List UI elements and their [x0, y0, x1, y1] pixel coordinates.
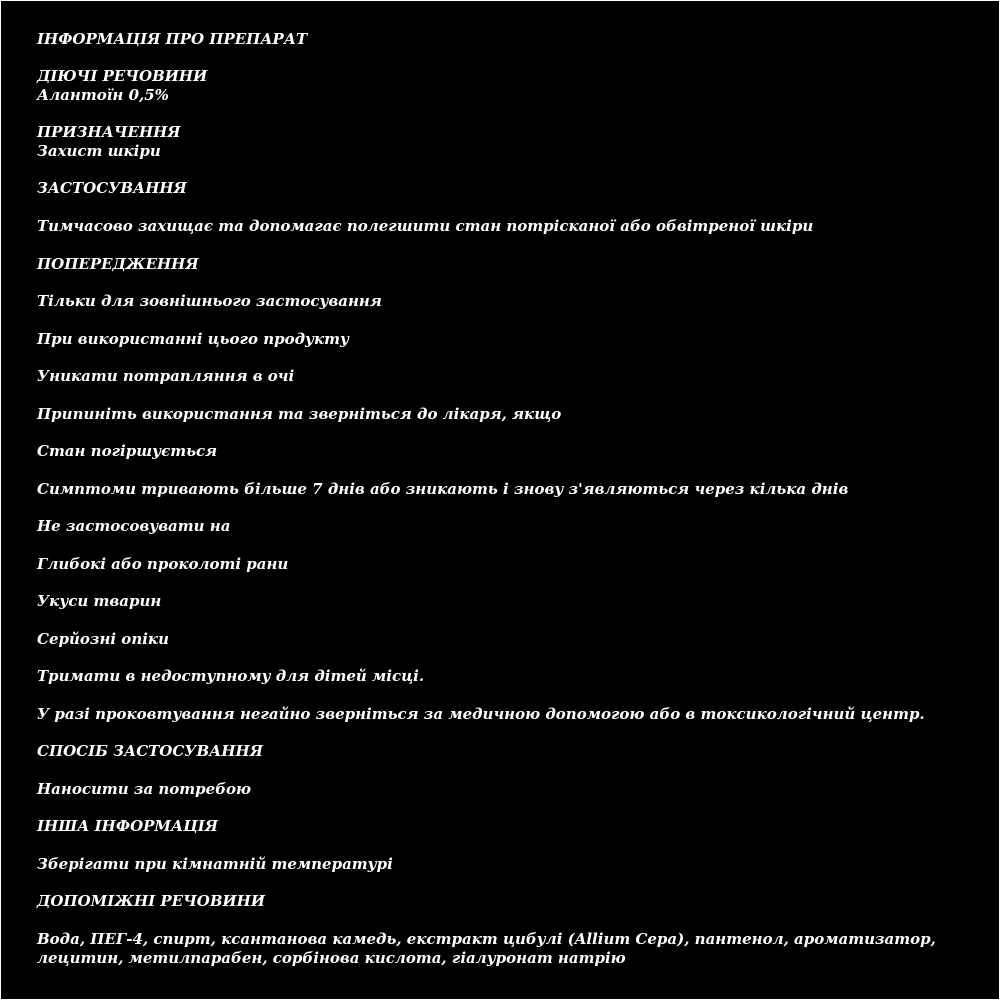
directions-text: Наносити за потребою	[37, 780, 252, 798]
warning-line: Симптоми тривають більше 7 днів або зникають і знову з'являються через кілька днів	[37, 480, 849, 498]
directions-heading: СПОСІБ ЗАСТОСУВАННЯ	[37, 742, 263, 760]
purpose-text: Захист шкіри	[37, 142, 161, 160]
warning-line: Серйозні опіки	[37, 630, 169, 648]
warning-line: Стан погіршується	[37, 442, 218, 460]
warning-line: Тримати в недоступному для дітей місці.	[37, 667, 425, 685]
uses-text: Тимчасово захищає та допомагає полегшити стан потрісканої або обвітреної шкіри	[37, 217, 814, 235]
warning-line: Укуси тварин	[37, 592, 162, 610]
warning-line: Припиніть використання та зверніться до лікаря, якщо	[37, 405, 562, 423]
warning-line: Не застосовувати на	[37, 517, 231, 535]
inactive-ingredients-text: Вода, ПЕГ-4, спирт, ксантанова камедь, екстракт цибулі (Allium Cepa), пантенол, ароматизатор, лецитин, метилпарабен, сорбінова кислота, гіалуронат натрію	[37, 930, 936, 967]
active-ingredients-text: Алантоїн 0,5%	[37, 86, 169, 104]
warning-line: Тільки для зовнішнього застосування	[37, 292, 382, 310]
warning-line: Глибокі або проколоті рани	[37, 555, 289, 573]
warning-line: При використанні цього продукту	[37, 330, 350, 348]
uses-heading: ЗАСТОСУВАННЯ	[37, 179, 187, 197]
other-info-heading: ІНША ІНФОРМАЦІЯ	[37, 817, 218, 835]
purpose-heading: ПРИЗНАЧЕННЯ	[37, 123, 181, 141]
document-page	[1, 1, 999, 999]
other-info-text: Зберігати при кімнатній температурі	[37, 855, 393, 873]
warnings-heading: ПОПЕРЕДЖЕННЯ	[37, 255, 199, 273]
warning-line: У разі проковтування негайно зверніться за медичною допомогою або в токсикологічний центр.	[37, 705, 925, 723]
warning-line: Уникати потрапляння в очі	[37, 367, 295, 385]
document-title: ІНФОРМАЦІЯ ПРО ПРЕПАРАТ	[37, 30, 308, 48]
active-ingredients-heading: ДІЮЧІ РЕЧОВИНИ	[37, 67, 208, 85]
inactive-ingredients-heading: ДОПОМІЖНІ РЕЧОВИНИ	[37, 892, 266, 910]
